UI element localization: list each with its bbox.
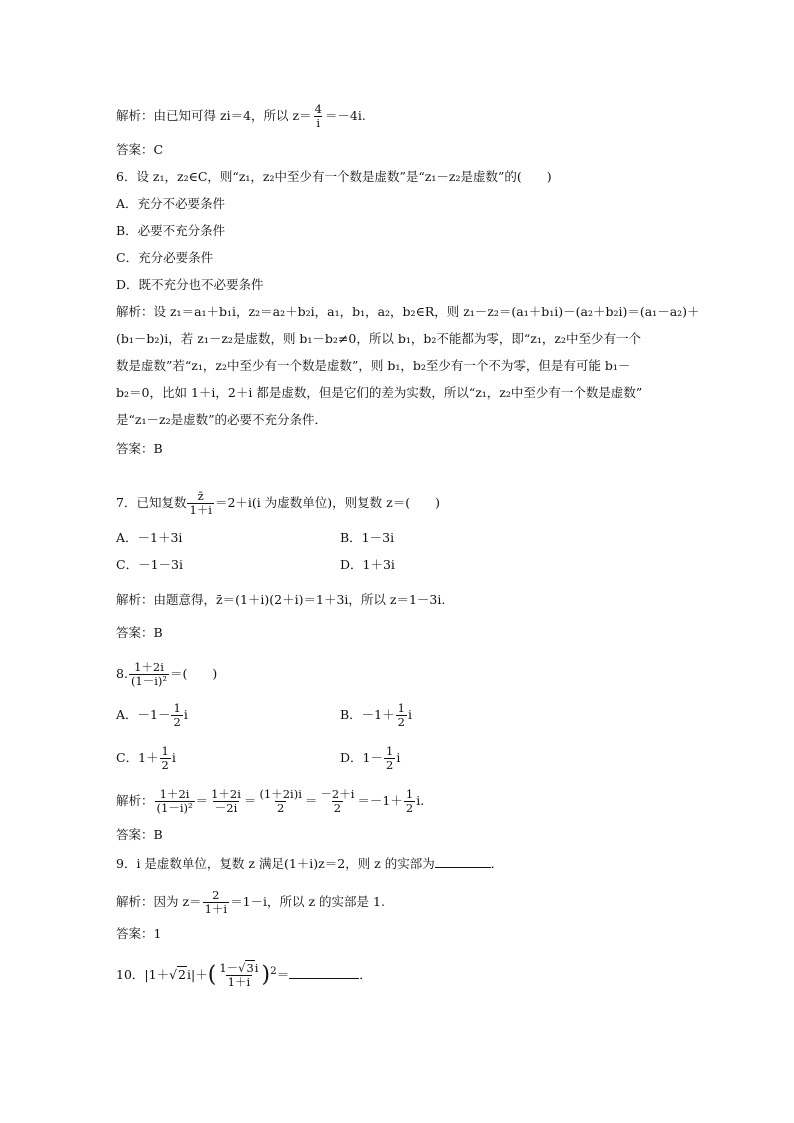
option-7b: B．1－3i xyxy=(340,530,395,545)
fraction: $\frac{(1+2i)i}{2}$ xyxy=(259,787,302,815)
option-6b: B．必要不充分条件 xyxy=(116,223,226,238)
solution-7: 解析：由题意得，z̄＝(1＋i)(2＋i)＝1＋3i，所以 z＝1－3i. xyxy=(116,592,446,607)
left-paren: ( xyxy=(207,962,217,988)
exponent: 2 xyxy=(270,964,277,977)
fraction: $\frac{1}{2}$ xyxy=(397,701,405,729)
question-7: 7．已知复数 $\frac{z̄}{1+i}$ ＝2＋i(i 为虚数单位)，则复数 z＝( ) xyxy=(116,489,440,517)
option-6d: D．既不充分也不必要条件 xyxy=(116,277,264,292)
fraction: $\frac{1}{2}$ xyxy=(173,701,181,729)
answer-5: 答案：C xyxy=(116,142,164,157)
fraction: $\frac{1-√3i}{1+i}$ xyxy=(219,961,259,989)
solution-5 xyxy=(116,103,366,130)
solution-6-line3: 数是虚数”若“z₁，z₂中至少有一个数是虚数”，则 b₁，b₂至少有一个不为零，但是有可能 b₁－ xyxy=(116,358,631,373)
answer-6: 答案：B xyxy=(116,441,163,456)
option-7d: D．1＋3i xyxy=(340,557,395,572)
solution-text: ＝－4i. xyxy=(324,108,366,123)
question-10: 10．|1＋√2i|＋( $\frac{1-√3i}{1+i}$ )$^2$＝ ． xyxy=(116,961,372,989)
option-7c: C．－1－3i xyxy=(116,557,183,572)
option-7a: A．－1＋3i xyxy=(116,530,183,545)
fraction: $\frac{z̄}{1+i}$ xyxy=(189,489,212,517)
fraction: $\frac{1+2i}{-2i}$ xyxy=(211,787,241,815)
option-8c: C．1＋ $\frac{1}{2}$ i xyxy=(116,744,176,772)
solution-6-line4: b₂＝0，比如 1＋i，2＋i 都是虚数，但是它们的差为实数，所以“z₁，z₂中至少有一个数是虚数” xyxy=(116,385,643,400)
answer-8: 答案：B xyxy=(116,827,163,842)
sqrt-sign: √ xyxy=(169,967,178,982)
solution-text: 由已知可得 zi＝4，所以 z＝ xyxy=(153,108,312,123)
question-9: 9．i 是虚数单位，复数 z 满足(1＋i)z＝2，则 z 的实部为 ． xyxy=(116,856,504,871)
option-6c: C．充分必要条件 xyxy=(116,250,214,265)
fraction: $\frac{1}{2}$ xyxy=(385,744,394,772)
solution-9: 解析：因为 z＝ $\frac{2}{1+i}$ ＝1－i，所以 z 的实部是 1. xyxy=(116,888,385,916)
option-8d: D．1－ $\frac{1}{2}$ i xyxy=(340,744,401,772)
answer-blank xyxy=(435,856,491,868)
fraction: $\frac{1}{2}$ xyxy=(405,787,414,815)
solution-8: 解析： $\frac{1+2i}{\text{(1－i)²}}$ ＝ $\frac{1+2i}{-2i}$ ＝ $\frac{(1+2i)i}{2}$ ＝ $\frac{-2+i}{2}$ ＝－1＋ $\frac{1}{2}$ i. xyxy=(116,787,425,815)
answer-7: 答案：B xyxy=(116,625,163,640)
question-6: 6．设 z₁，z₂∈C，则“z₁，z₂中至少有一个数是虚数”是“z₁－z₂是虚数”的( ) xyxy=(116,169,552,184)
answer-9: 答案：1 xyxy=(116,926,162,941)
solution-6-line5: 是“z₁－z₂是虚数”的必要不充分条件． xyxy=(116,412,327,427)
option-6a: A．充分不必要条件 xyxy=(116,196,226,211)
fraction: $\frac{-2+i}{2}$ xyxy=(320,787,355,815)
fraction: $\frac{2}{1+i}$ xyxy=(204,888,228,916)
fraction: $\frac{1+2i}{\text{(1－i)²}}$ xyxy=(156,787,193,815)
solution-6-line2: (b₁－b₂)i，若 z₁－z₂是虚数，则 b₁－b₂≠0，所以 b₁，b₂不能都为零，即“z₁，z₂中至少有一个 xyxy=(116,331,641,346)
fraction: $\frac{1}{2}$ xyxy=(161,744,169,772)
fraction: $\frac{1+2i}{\text{(1－i)²}}$ xyxy=(130,660,168,688)
right-paren: ) xyxy=(261,962,271,988)
option-8a: A．－1－ $\frac{1}{2}$ i xyxy=(116,701,188,729)
fraction: $\frac{4}{i}$ xyxy=(314,102,322,130)
answer-blank xyxy=(289,967,359,979)
solution-label: 解析： xyxy=(116,108,154,123)
option-8b: B．－1＋ $\frac{1}{2}$ i xyxy=(340,701,412,729)
solution-6-line1: 解析：设 z₁＝a₁＋b₁i，z₂＝a₂＋b₂i，a₁，b₁，a₂，b₂∈R，则 z₁－z₂＝(a₁＋b₁i)－(a₂＋b₂i)＝(a₁－a₂)＋ xyxy=(116,304,700,319)
question-8: 8. $\frac{1+2i}{\text{(1－i)²}}$ ＝( ) xyxy=(116,660,218,688)
